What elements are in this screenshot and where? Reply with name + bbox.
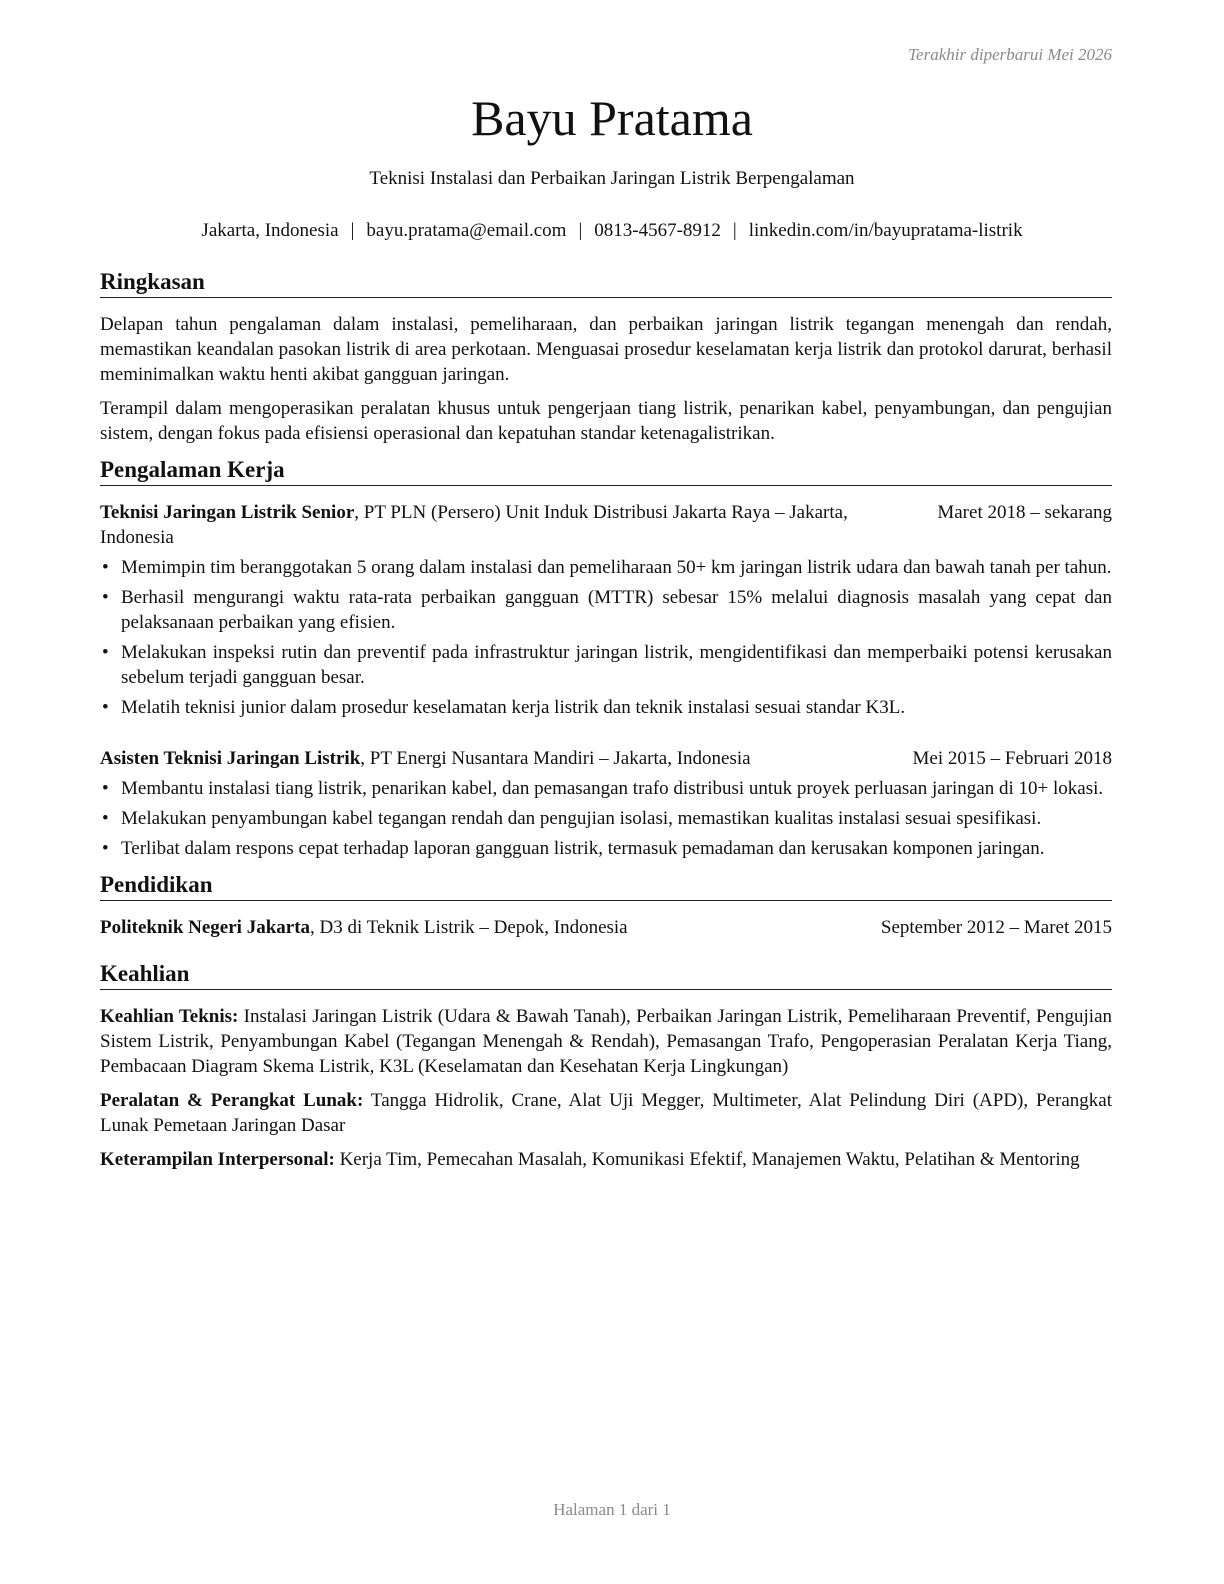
skill-group-label: Keterampilan Interpersonal: (100, 1149, 335, 1170)
last-updated-note: Terakhir diperbarui Mei 2026 (908, 45, 1112, 64)
contact-linkedin[interactable]: linkedin.com/in/bayupratama-listrik (748, 220, 1023, 241)
job-role: Teknisi Jaringan Listrik Senior (100, 502, 355, 523)
candidate-name: Bayu Pratama (471, 90, 753, 146)
job-bullet (100, 640, 1112, 690)
bullet-icon: • (102, 587, 109, 608)
section-title-skills: Keahlian (100, 960, 1112, 990)
job-bullet-text: Memimpin tim beranggotakan 5 orang dalam instalasi dan pemeliharaan 50+ km jaringan listrik udara dan bawah tanah per tahun. (121, 557, 1112, 578)
job-bullet-text: Melakukan inspeksi rutin dan preventif pada infrastruktur jaringan listrik, mengidentifikasi dan memperbaiki potensi kerusakan sebelum terjadi gangguan besar. (121, 642, 1112, 688)
bullet-icon: • (102, 808, 109, 829)
job-bullet (100, 585, 1112, 635)
resume-body (100, 268, 1112, 1182)
job-bullets (100, 555, 1112, 720)
contact-location: Jakarta, Indonesia (201, 220, 339, 241)
job-dates: Mei 2015 – Februari 2018 (912, 748, 1112, 769)
job-bullet-text: Melakukan penyambungan kabel tegangan rendah dan pengujian isolasi, memastikan kualitas instalasi sesuai spesifikasi. (121, 808, 1042, 829)
summary-paragraph: Delapan tahun pengalaman dalam instalasi, pemeliharaan, dan perbaikan jaringan listrik tegangan menengah dan rendah, memastikan keandalan pasokan listrik di area perkotaan. Menguasai prosedur keselamatan kerja listrik dan protokol darurat, berhasil meminimalkan waktu henti akibat gangguan jaringan. (100, 314, 1112, 385)
contact-separator: | (350, 220, 355, 241)
education-detail: , D3 di Teknik Listrik – Depok, Indonesia (310, 917, 628, 938)
job-bullet (100, 555, 1112, 580)
skill-group-text: Instalasi Jaringan Listrik (Udara & Bawah Tanah), Perbaikan Jaringan Listrik, Pemeliharaan Preventif, Pengujian Sistem Listrik, Penyambungan Kabel (Tegangan Menengah & Rendah), Pemasangan Trafo, Pengoperasian Peralatan Kerja Tiang, Pembacaan Diagram Skema Listrik, K3L (Keselamatan dan Kesehatan Kerja Lingkungan) (100, 1006, 1112, 1077)
job-bullets (100, 776, 1112, 861)
education-entry (100, 915, 1112, 940)
bullet-icon: • (102, 697, 109, 718)
job-bullet (100, 836, 1112, 861)
skills-section (100, 960, 1112, 1172)
skill-group-text: Tangga Hidrolik, Crane, Alat Uji Megger, Multimeter, Alat Pelindung Diri (APD), Perangkat Lunak Pemetaan Jaringan Dasar (100, 1090, 1112, 1136)
candidate-headline: Teknisi Instalasi dan Perbaikan Jaringan Listrik Berpengalaman (369, 168, 855, 189)
summary-paragraph: Terampil dalam mengoperasikan peralatan khusus untuk pengerjaan tiang listrik, penarikan kabel, penyambungan, dan pengujian sistem, dengan fokus pada efisiensi operasional dan kepatuhan standar ketenagalistrikan. (100, 398, 1112, 444)
job-bullet-text: Melatih teknisi junior dalam prosedur keselamatan kerja listrik dan teknik instalasi sesuai standar K3L. (121, 697, 906, 718)
section-title-experience: Pengalaman Kerja (100, 456, 1112, 486)
bullet-icon: • (102, 642, 109, 663)
education-section (100, 871, 1112, 940)
page-number: Halaman 1 dari 1 (553, 1500, 671, 1519)
job-role: Asisten Teknisi Jaringan Listrik (100, 748, 361, 769)
job-bullet (100, 776, 1112, 801)
contact-separator: | (578, 220, 583, 241)
summary-section (100, 268, 1112, 446)
job-dates: Maret 2018 – sekarang (937, 502, 1112, 523)
bullet-icon: • (102, 838, 109, 859)
job-bullet (100, 695, 1112, 720)
job-bullet (100, 806, 1112, 831)
skill-group (100, 1004, 1112, 1079)
job-bullet-text: Terlibat dalam respons cepat terhadap laporan gangguan listrik, termasuk pemadaman dan kerusakan komponen jaringan. (121, 838, 1045, 859)
skill-group-label: Peralatan & Perangkat Lunak: (100, 1090, 364, 1111)
contact-line (0, 218, 1224, 244)
bullet-icon: • (102, 778, 109, 799)
job-entry (100, 500, 1112, 720)
contact-email[interactable]: bayu.pratama@email.com (366, 220, 567, 241)
skill-group-label: Keahlian Teknis: (100, 1006, 239, 1027)
bullet-icon: • (102, 557, 109, 578)
skill-group (100, 1088, 1112, 1138)
skill-group (100, 1147, 1112, 1172)
job-header (100, 500, 1112, 550)
section-title-summary: Ringkasan (100, 268, 1112, 298)
job-bullet-text: Berhasil mengurangi waktu rata-rata perbaikan gangguan (MTTR) sebesar 15% melalui diagnosis masalah yang cepat dan pelaksanaan perbaikan yang efisien. (121, 587, 1112, 633)
section-title-education: Pendidikan (100, 871, 1112, 901)
job-entry (100, 746, 1112, 861)
job-company: , PT Energi Nusantara Mandiri – Jakarta, Indonesia (360, 748, 751, 769)
skill-group-text: Kerja Tim, Pemecahan Masalah, Komunikasi Efektif, Manajemen Waktu, Pelatihan & Mentoring (334, 1149, 1080, 1170)
contact-separator: | (732, 220, 737, 241)
education-school: Politeknik Negeri Jakarta (100, 917, 311, 938)
education-info (100, 915, 628, 940)
education-dates: September 2012 – Maret 2015 (880, 917, 1112, 938)
contact-phone: 0813-4567-8912 (594, 220, 721, 241)
job-header (100, 746, 1112, 771)
experience-section (100, 456, 1112, 861)
job-company: , PT PLN (Persero) Unit Induk Distribusi Jakarta Raya – Jakarta, Indonesia (100, 502, 848, 548)
job-bullet-text: Membantu instalasi tiang listrik, penarikan kabel, dan pemasangan trafo distribusi untuk proyek perluasan jaringan di 10+ lokasi. (121, 778, 1104, 799)
